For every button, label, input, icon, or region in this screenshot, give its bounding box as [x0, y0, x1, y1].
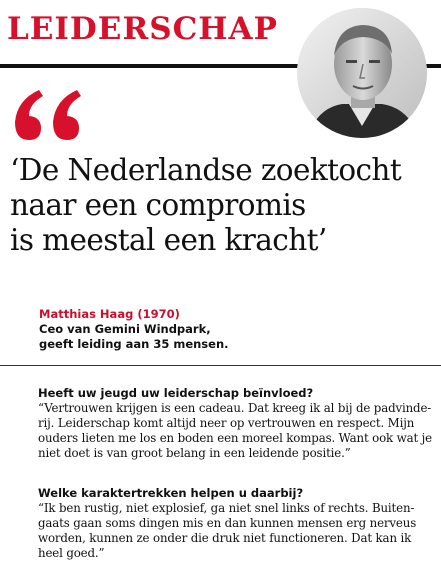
headline-line: ‘De Nederlandse zoektocht — [10, 153, 402, 187]
answer-line: “Vertrouwen krijgen is een cadeau. Dat kreeg ik al bij de padvinde- — [38, 401, 432, 415]
qa-block — [38, 486, 436, 561]
question: Welke karaktertrekken helpen u daarbij? — [38, 486, 304, 500]
answer — [38, 401, 436, 461]
answer-line: niet doet is van groot belang in een leidende positie.” — [38, 446, 351, 460]
answer — [38, 501, 436, 561]
byline — [39, 307, 229, 352]
section-divider — [0, 365, 441, 366]
answer-line: worden, kunnen ze onder die druk niet functioneren. Dat kan ik — [38, 531, 412, 545]
byline-name: Matthias Haag (1970) — [39, 307, 180, 321]
byline-role: Ceo van Gemini Windpark, — [39, 322, 211, 336]
qa-block — [38, 386, 436, 461]
headline-line: naar een compromis — [10, 188, 306, 222]
answer-line: “Ik ben rustig, niet explosief, ga niet snel links of rechts. Buiten- — [38, 501, 415, 515]
question: Heeft uw jeugd uw leiderschap beïnvloed? — [38, 386, 314, 400]
portrait-photo — [297, 8, 427, 138]
headline-quote — [10, 153, 435, 258]
headline-line: is meestal een kracht’ — [10, 223, 327, 257]
answer-line: heel goed.” — [38, 546, 105, 560]
section-title: LEIDERSCHAP — [7, 11, 278, 47]
answer-line: ouders lieten me los en boden een moreel kompas. Want ook wat je — [38, 431, 433, 445]
quote-mark-icon — [9, 84, 83, 146]
answer-line: rij. Leiderschap komt altijd neer op vertrouwen en respect. Mijn — [38, 416, 415, 430]
answer-line: gaats gaan soms dingen mis en dan kunnen mensen erg nerveus — [38, 516, 417, 530]
byline-team: geeft leiding aan 35 mensen. — [39, 337, 229, 351]
